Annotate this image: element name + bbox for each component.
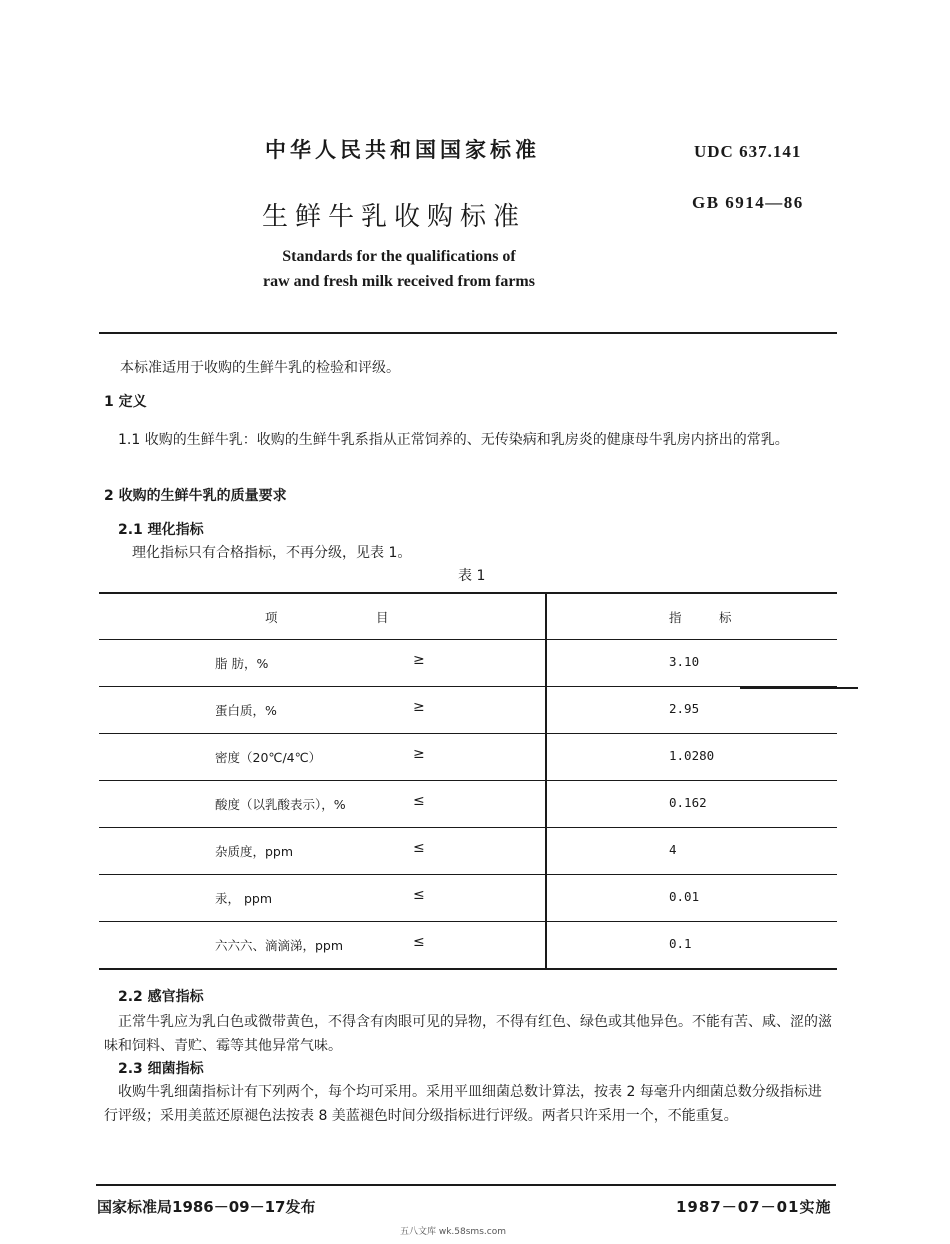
section-2-3-paragraph: 收购牛乳细菌指标计有下列两个，每个均可采用。采用平皿细菌总数计算法，按表 2 每毫升内细菌总数分级指标进行评级；采用美蓝还原褪色法按表 8 美蓝褪色时间分级指标进行评级。两者只许采用一个，不能重复。 [104,1084,822,1124]
header-value-a: 指 [669,610,682,625]
title-en-line2: raw and fresh milk received from farms [263,273,535,290]
table-row [99,921,837,968]
row-operator: ≥ [413,652,425,668]
section-1-heading: 1 定义 [104,394,147,410]
table-bottom-rule [99,968,837,970]
intro-paragraph: 本标准适用于收购的生鲜牛乳的检验和评级。 [120,360,400,376]
row-value: 0.01 [669,889,700,904]
row-operator: ≤ [413,934,425,950]
table-row [99,874,837,921]
row-value: 0.162 [669,795,707,810]
header-item-b: 目 [376,610,389,625]
title-en-line1: Standards for the qualifications of [282,248,516,265]
table-row [99,686,837,733]
row-operator: ≤ [413,793,425,809]
header-item-a: 项 [265,610,278,625]
row-operator: ≤ [413,887,425,903]
table-row [99,733,837,780]
section-2-2-paragraph: 正常牛乳应为乳白色或微带黄色，不得含有肉眼可见的异物，不得有红色、绿色或其他异色。不能有苦、咸、涩的滋味和饲料、青贮、霉等其他异常气味。 [104,1014,832,1054]
table-row [99,639,837,686]
table-column-divider [545,592,547,970]
gb-code: GB 6914—86 [692,193,804,212]
section-1-1-paragraph: 1.1 收购的生鲜牛乳：收购的生鲜牛乳系指从正常饲养的、无传染病和乳房炎的健康母牛乳房内挤出的常乳。 [118,432,789,448]
row-value: 3.10 [669,654,700,669]
row-item: 汞， ppm [215,891,273,906]
document-title-en [238,244,560,294]
row-item: 蛋白质，% [215,703,277,718]
national-standard-label: 中华人民共和国国家标准 [265,138,540,162]
row-value: 0.1 [669,936,692,951]
row-value: 4 [669,842,677,857]
section-2-heading: 2 收购的生鲜牛乳的质量要求 [104,488,287,504]
table-rule-extension [740,687,858,689]
row-value: 1.0280 [669,748,715,763]
section-2-1-heading: 2.1 理化指标 [118,522,204,538]
table-1 [99,592,837,972]
row-item: 杂质度，ppm [215,844,294,859]
table-caption: 表 1 [458,568,486,584]
section-2-2-heading: 2.2 感官指标 [118,989,204,1005]
row-operator: ≥ [413,746,425,762]
row-item: 脂 肪，% [215,656,269,671]
document-title-cn: 生鲜牛乳收购标准 [262,202,527,232]
table-row [99,780,837,827]
udc-code: UDC 637.141 [694,142,802,161]
section-2-1-paragraph: 理化指标只有合格指标，不再分级，见表 1。 [132,545,412,561]
section-2-3-heading: 2.3 细菌指标 [118,1061,204,1077]
effective-date: 1987－07－01实施 [676,1198,832,1216]
footer-divider [96,1184,836,1186]
issue-date: 国家标准局1986－09－17发布 [97,1198,316,1216]
watermark: 五八文库 wk.58sms.com [400,1227,506,1237]
row-item: 密度（20℃/4℃） [215,750,322,765]
row-operator: ≤ [413,840,425,856]
row-item: 六六六、滴滴涕，ppm [215,938,344,953]
table-row [99,827,837,874]
table-header-row [99,592,837,640]
row-item: 酸度（以乳酸表示），% [215,797,346,812]
header-divider [99,332,837,334]
row-operator: ≥ [413,699,425,715]
header-value-b: 标 [719,610,732,625]
row-value: 2.95 [669,701,700,716]
